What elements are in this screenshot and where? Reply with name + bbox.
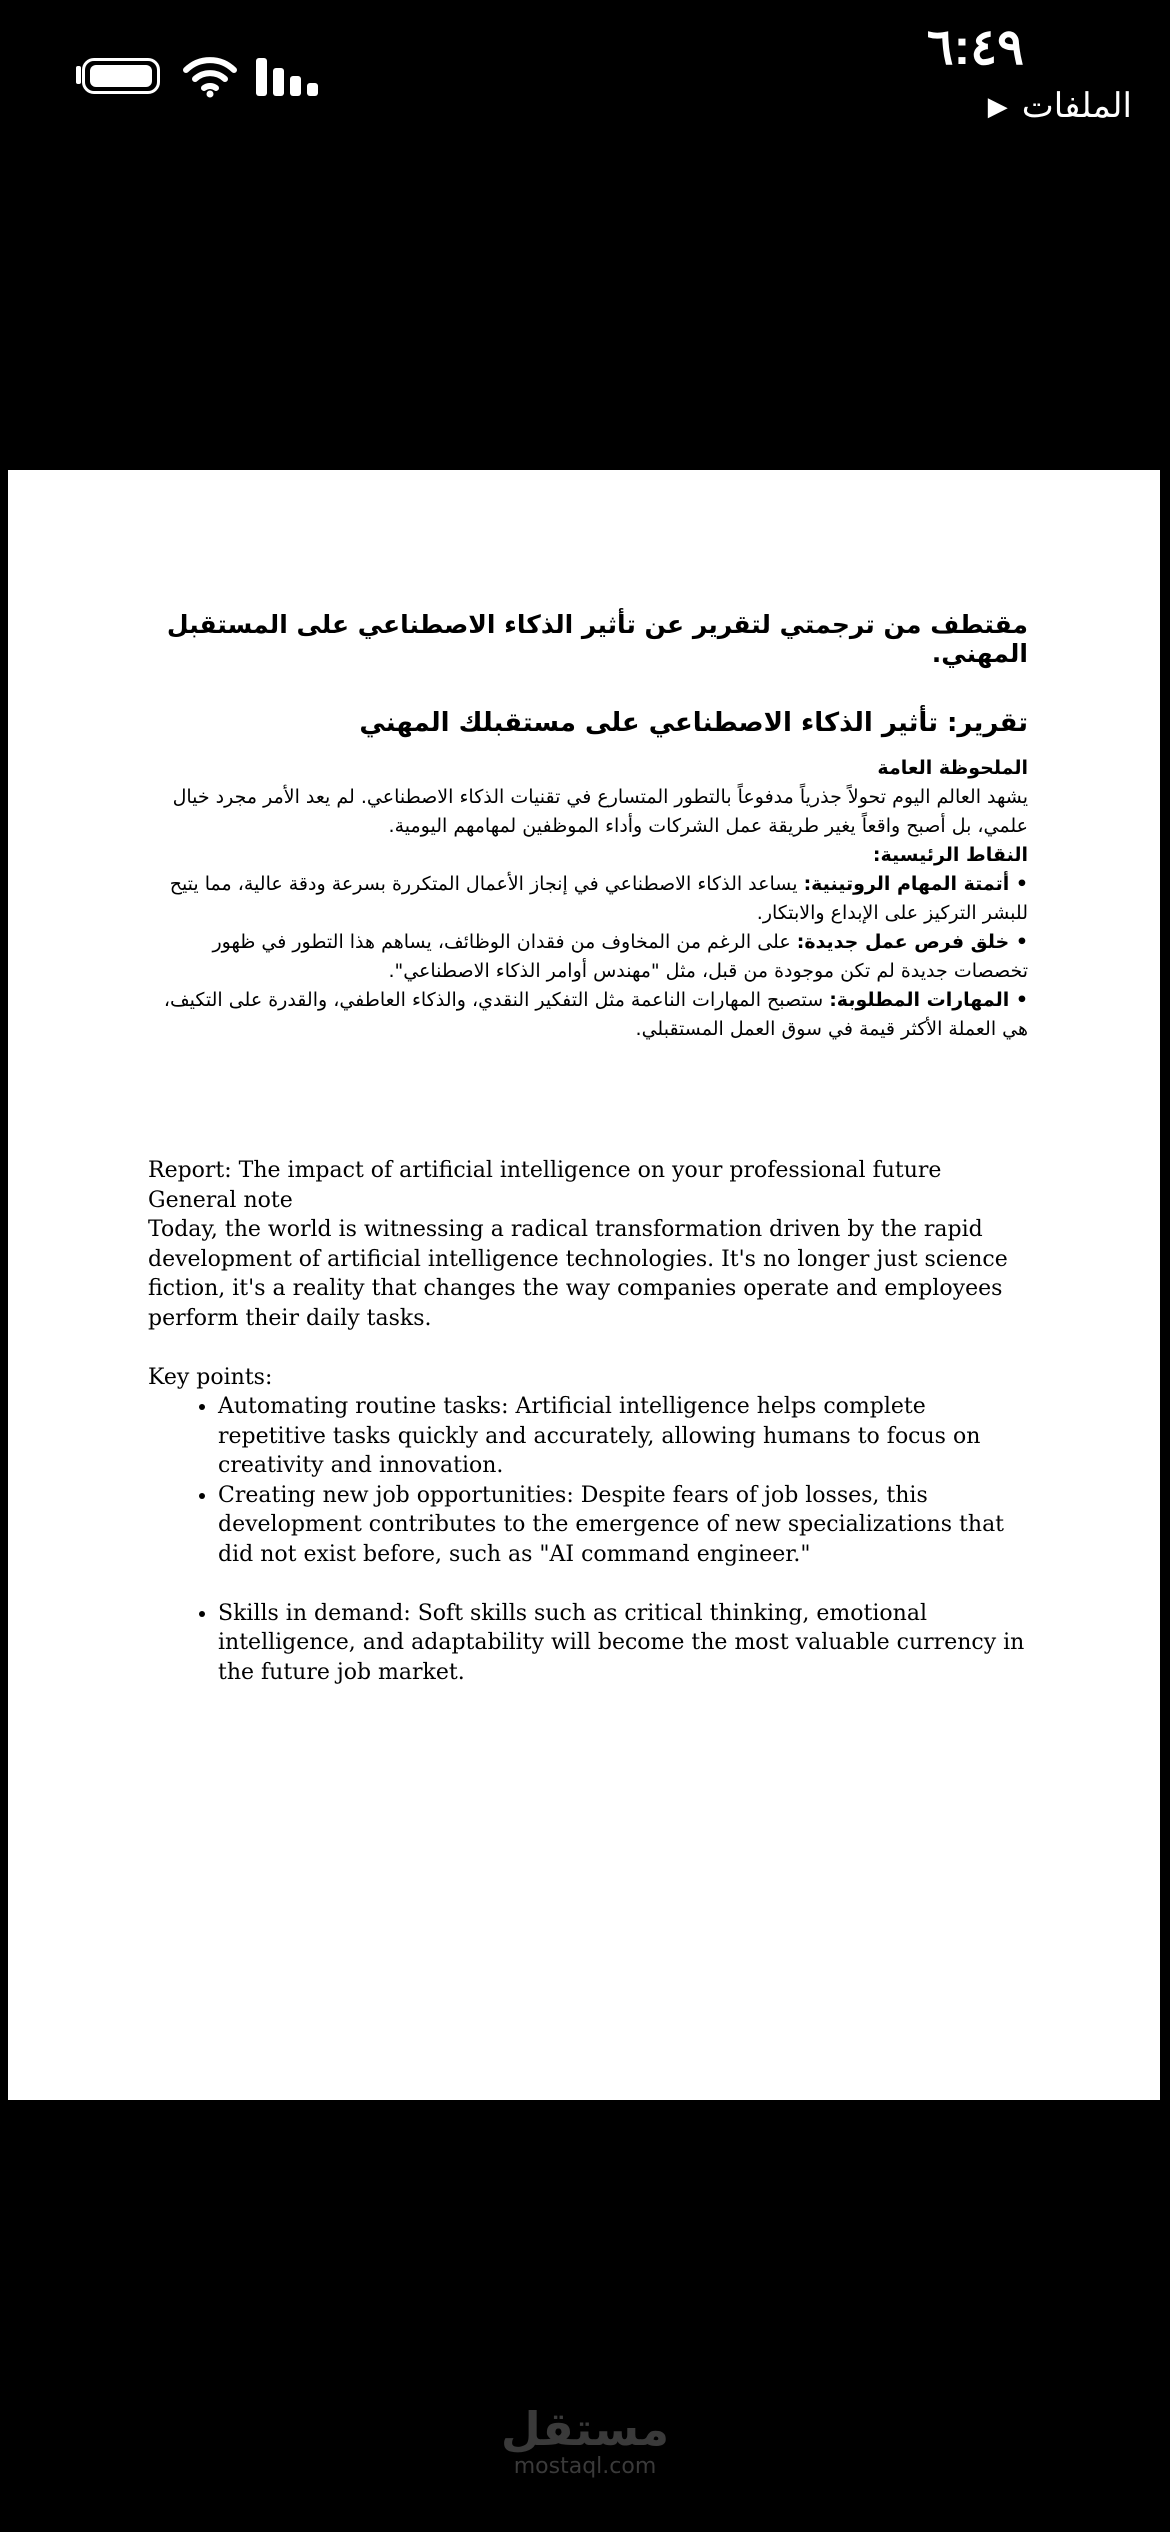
arabic-general-note-heading: الملحوظة العامة [877,757,1028,779]
arabic-excerpt-title: مقتطف من ترجمتي لتقرير عن تأثير الذكاء الاصطناعي على المستقبل المهني. [166,610,1028,668]
back-to-files-link[interactable] [988,86,1132,126]
battery-tip [76,66,81,84]
arabic-body [148,754,1028,1044]
back-label: الملفات [1021,87,1132,125]
wifi-icon [182,56,238,98]
english-report-title: Report: The impact of artificial intelligence on your professional future [148,1158,942,1183]
triangle-right-icon: ▶ [987,90,1008,121]
list-item: • Skills in demand: Soft skills such as critical thinking, emotional intelligence, and adaptability will become the most valuable currency in the future job market. [218,1599,1028,1688]
status-bar [0,0,1170,140]
status-time: ٦:٤٩ [926,19,1024,75]
english-body [148,1156,1028,1687]
english-key-points-heading: Key points: [148,1364,273,1390]
spacer [148,1333,1028,1363]
cellular-signal-icon [256,58,318,96]
arabic-key-points-heading: النقاط الرئيسية: [872,844,1028,866]
document-page[interactable] [8,470,1160,2100]
watermark-logo [0,2404,1170,2480]
arabic-report-title: تقرير: تأثير الذكاء الاصطناعي على مستقبلك المهني [359,708,1028,738]
battery-icon [82,58,160,94]
arabic-point: • المهارات المطلوبة: ستصبح المهارات الناعمة مثل التفكير النقدي، والذكاء العاطفي، والقدرة على التكيف، هي العملة الأكثر قيمة في سوق العمل المستقبلي. [163,989,1028,1040]
list-item: • Creating new job opportunities: Despite fears of job losses, this development contributes to the emergence of new specializations that did not exist before, such as "AI command engineer." [218,1481,1028,1570]
watermark-latin: mostaql.com [513,2454,657,2479]
watermark-arabic: مستقل [500,2402,670,2456]
arabic-point: • خلق فرص عمل جديدة: على الرغم من المخاوف من فقدان الوظائف، يساهم هذا التطور في ظهور تخصصات جديدة لم تكن موجودة من قبل، مثل "مهندس أوامر الذكاء الاصطناعي". [212,931,1028,982]
arabic-point: • أتمتة المهام الروتينية: يساعد الذكاء الاصطناعي في إنجاز الأعمال المتكررة بسرعة ودقة عالية، مما يتيح للبشر التركيز على الإبداع والابتكار. [169,873,1028,924]
list-item: • Automating routine tasks: Artificial intelligence helps complete repetitive tasks quickly and accurately, allowing humans to focus on creativity and innovation. [218,1392,1028,1481]
english-general-note-body: Today, the world is witnessing a radical transformation driven by the rapid development of artificial intelligence technologies. It's no longer just science fiction, it's a reality that changes the way companies operate and employees perform their daily tasks. [148,1217,1008,1331]
english-points-list [148,1392,1028,1687]
english-general-note-heading: General note [148,1187,293,1213]
arabic-general-note-body: يشهد العالم اليوم تحولاً جذرياً مدفوعاً بالتطور المتسارع في تقنيات الذكاء الاصطناعي. لم يعد الأمر مجرد خيال علمي، بل أصبح واقعاً يغير طريقة عمل الشركات وأداء الموظفين لمهامهم اليومية. [172,786,1028,837]
